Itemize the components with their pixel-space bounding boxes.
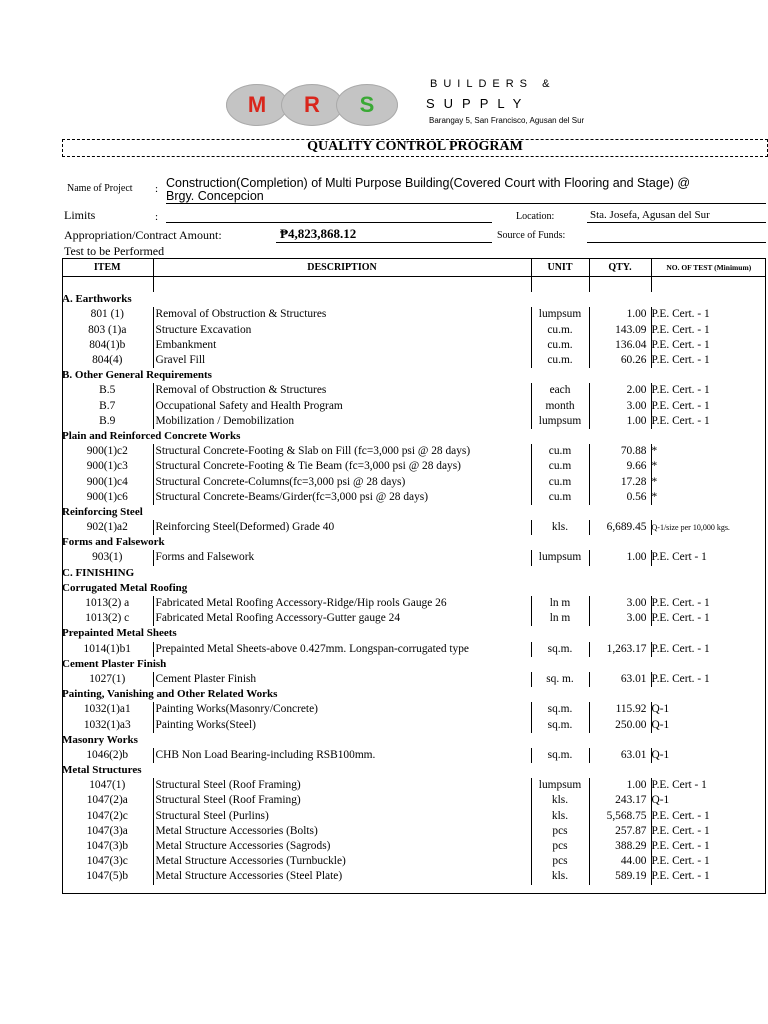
- item-code: 900(1)c6: [62, 490, 153, 505]
- project-name-label: Name of Project: [67, 183, 133, 194]
- brand-address: Barangay 5, San Francisco, Agusan del Sur: [429, 116, 585, 125]
- funds-label: Source of Funds:: [497, 230, 566, 241]
- item-test: P.E. Cert. - 1: [651, 308, 710, 321]
- project-name-value-2: Brgy. Concepcion: [166, 189, 264, 203]
- item-qty: 6,689.45: [589, 520, 651, 535]
- section-heading: Forms and Falsework: [62, 536, 165, 549]
- item-code: 1013(2) c: [62, 611, 153, 626]
- header-no-of-test: NO. OF TEST (Minimum): [651, 258, 766, 277]
- item-unit: lumpsum: [531, 550, 589, 565]
- item-test: P.E. Cert. - 1: [651, 672, 710, 685]
- item-unit: sq.m.: [531, 642, 589, 657]
- table-row: [62, 809, 766, 824]
- item-test: P.E. Cert. - 1: [651, 323, 710, 336]
- item-code: B.9: [62, 414, 153, 429]
- item-description: Structural Steel (Roof Framing): [153, 793, 531, 808]
- item-description: Structure Excavation: [153, 323, 531, 338]
- item-test: P.E. Cert. - 1: [651, 855, 710, 868]
- item-test: P.E. Cert. - 1: [651, 840, 710, 853]
- table-row: [62, 702, 766, 717]
- item-unit: ln m: [531, 596, 589, 611]
- item-qty: 1.00: [589, 550, 651, 565]
- item-qty: 17.28: [589, 474, 651, 489]
- quality-control-table: [62, 258, 766, 885]
- logo-letter-s: S: [336, 84, 398, 126]
- item-code: 1032(1)a3: [62, 717, 153, 732]
- item-unit: pcs: [531, 824, 589, 839]
- item-code: 1032(1)a1: [62, 702, 153, 717]
- table-section-row: [62, 763, 766, 778]
- item-qty: 1,263.17: [589, 642, 651, 657]
- item-description: Forms and Falsework: [153, 550, 531, 565]
- test-label: Test to be Performed: [64, 244, 165, 258]
- item-test: P.E. Cert. - 1: [651, 612, 710, 625]
- item-test: Q-1: [651, 748, 670, 761]
- table-section-row: [62, 657, 766, 672]
- item-description: Embankment: [153, 338, 531, 353]
- item-qty: 257.87: [589, 824, 651, 839]
- item-test: P.E. Cert. - 1: [651, 354, 710, 367]
- funds-field: [587, 242, 766, 243]
- item-qty: 2.00: [589, 383, 651, 398]
- item-code: 903(1): [62, 550, 153, 565]
- brand-line-2: SUPPLY: [426, 96, 531, 111]
- item-description: Structural Steel (Roof Framing): [153, 778, 531, 793]
- table-row: [62, 338, 766, 353]
- item-unit: each: [531, 383, 589, 398]
- location-label: Location:: [516, 211, 555, 222]
- item-unit: lumpsum: [531, 778, 589, 793]
- item-unit: kls.: [531, 520, 589, 535]
- item-description: Painting Works(Steel): [153, 717, 531, 732]
- table-row: [62, 854, 766, 869]
- logo-letter-r: R: [281, 84, 343, 126]
- item-code: 1047(3)a: [62, 824, 153, 839]
- item-unit: ln m: [531, 611, 589, 626]
- item-test: P.E. Cert. - 1: [651, 414, 710, 427]
- item-description: Prepainted Metal Sheets-above 0.427mm. Longspan-corrugated type: [153, 642, 531, 657]
- section-heading: Plain and Reinforced Concrete Works: [62, 429, 241, 442]
- table-row: [62, 520, 766, 535]
- amount-label: Appropriation/Contract Amount:: [64, 228, 222, 242]
- item-unit: cu.m: [531, 474, 589, 489]
- section-heading: Prepainted Metal Sheets: [62, 627, 177, 640]
- table-spacer-row: [62, 277, 766, 293]
- item-code: B.5: [62, 383, 153, 398]
- item-unit: sq.m.: [531, 717, 589, 732]
- table-row: [62, 383, 766, 398]
- item-unit: pcs: [531, 854, 589, 869]
- item-unit: lumpsum: [531, 414, 589, 429]
- logo-letter-m: M: [226, 84, 288, 126]
- item-qty: 3.00: [589, 611, 651, 626]
- item-unit: lumpsum: [531, 307, 589, 322]
- item-description: Structural Steel (Purlins): [153, 809, 531, 824]
- table-row: [62, 414, 766, 429]
- item-description: Gravel Fill: [153, 353, 531, 368]
- item-code: 902(1)a2: [62, 520, 153, 535]
- item-qty: 243.17: [589, 793, 651, 808]
- table-section-row: [62, 687, 766, 702]
- section-heading: Masonry Works: [62, 733, 138, 746]
- section-heading: Metal Structures: [62, 764, 142, 777]
- table-row: [62, 353, 766, 368]
- item-qty: 3.00: [589, 596, 651, 611]
- item-qty: 1.00: [589, 307, 651, 322]
- limits-field: [166, 222, 492, 223]
- item-code: 1046(2)b: [62, 748, 153, 763]
- item-unit: sq.m.: [531, 748, 589, 763]
- item-description: Metal Structure Accessories (Sagrods): [153, 839, 531, 854]
- item-code: 1013(2) a: [62, 596, 153, 611]
- item-qty: 115.92: [589, 702, 651, 717]
- item-description: Structural Concrete-Columns(fc=3,000 psi @ 28 days): [153, 474, 531, 489]
- item-unit: sq.m.: [531, 702, 589, 717]
- item-code: 900(1)c4: [62, 474, 153, 489]
- item-description: Removal of Obstruction & Structures: [153, 383, 531, 398]
- item-unit: cu.m: [531, 490, 589, 505]
- item-code: 1047(5)b: [62, 869, 153, 884]
- table-section-row: [62, 535, 766, 550]
- item-unit: cu.m.: [531, 338, 589, 353]
- amount-value: ₱4,823,868.12: [280, 226, 357, 241]
- item-code: 1047(2)c: [62, 809, 153, 824]
- item-description: Occupational Safety and Health Program: [153, 399, 531, 414]
- item-qty: 589.19: [589, 869, 651, 884]
- item-description: CHB Non Load Bearing-including RSB100mm.: [153, 748, 531, 763]
- item-description: Reinforcing Steel(Deformed) Grade 40: [153, 520, 531, 535]
- item-description: Mobilization / Demobilization: [153, 414, 531, 429]
- item-test: *: [651, 475, 658, 488]
- section-heading: B. Other General Requirements: [62, 369, 212, 382]
- table-row: [62, 490, 766, 505]
- item-test: P.E. Cert. - 1: [651, 870, 710, 883]
- header-qty: QTY.: [589, 258, 651, 277]
- table-row: [62, 611, 766, 626]
- item-test: P.E. Cert. - 1: [651, 384, 710, 397]
- project-name-value: Construction(Completion) of Multi Purpose Building(Covered Court with Flooring and Stage) @: [166, 176, 691, 190]
- item-test: P.E. Cert. - 1: [651, 597, 710, 610]
- item-unit: kls.: [531, 809, 589, 824]
- item-qty: 388.29: [589, 839, 651, 854]
- item-description: Fabricated Metal Roofing Accessory-Ridge/Hip rools Gauge 26: [153, 596, 531, 611]
- item-unit: cu.m.: [531, 353, 589, 368]
- table-section-row: [62, 292, 766, 307]
- table-row: [62, 869, 766, 884]
- section-heading: Cement Plaster Finish: [62, 657, 167, 670]
- item-unit: month: [531, 399, 589, 414]
- item-test: P.E. Cert - 1: [651, 779, 707, 792]
- item-code: 1027(1): [62, 672, 153, 687]
- item-test: Q-1: [651, 718, 670, 731]
- item-qty: 1.00: [589, 778, 651, 793]
- item-code: 801 (1): [62, 307, 153, 322]
- item-qty: 143.09: [589, 323, 651, 338]
- item-code: B.7: [62, 399, 153, 414]
- table-section-row: [62, 505, 766, 520]
- item-code: 1047(1): [62, 778, 153, 793]
- table-section-row: [62, 368, 766, 383]
- item-unit: cu.m.: [531, 323, 589, 338]
- table-row: [62, 307, 766, 322]
- page-title: QUALITY CONTROL PROGRAM: [307, 139, 523, 154]
- item-unit: sq. m.: [531, 672, 589, 687]
- item-description: Metal Structure Accessories (Bolts): [153, 824, 531, 839]
- limits-label: Limits: [64, 208, 96, 222]
- table-row: [62, 839, 766, 854]
- item-test: Q-1: [651, 794, 670, 807]
- item-code: 804(4): [62, 353, 153, 368]
- table-row: [62, 748, 766, 763]
- brand-line-1: BUILDERS &: [430, 78, 556, 90]
- table-row: [62, 717, 766, 732]
- table-section-row: [62, 626, 766, 641]
- table-section-row: [62, 581, 766, 596]
- item-qty: 9.66: [589, 459, 651, 474]
- item-test: *: [651, 445, 658, 458]
- item-code: 1047(2)a: [62, 793, 153, 808]
- header-item: ITEM: [62, 258, 153, 277]
- item-unit: kls.: [531, 869, 589, 884]
- location-value: Sta. Josefa, Agusan del Sur: [590, 209, 710, 221]
- item-description: Metal Structure Accessories (Steel Plate): [153, 869, 531, 884]
- item-unit: pcs: [531, 839, 589, 854]
- item-qty: 5,568.75: [589, 809, 651, 824]
- item-qty: 3.00: [589, 399, 651, 414]
- table-row: [62, 459, 766, 474]
- table-row: [62, 778, 766, 793]
- item-test: *: [651, 460, 658, 473]
- item-description: Fabricated Metal Roofing Accessory-Gutter gauge 24: [153, 611, 531, 626]
- item-test: Q-1/size per 10,000 kgs.: [651, 523, 730, 533]
- table-row: [62, 596, 766, 611]
- table-header-row: [62, 258, 766, 277]
- item-description: Cement Plaster Finish: [153, 672, 531, 687]
- section-heading: A. Earthworks: [62, 293, 132, 306]
- item-code: 804(1)b: [62, 338, 153, 353]
- item-description: Structural Concrete-Beams/Girder(fc=3,000 psi @ 28 days): [153, 490, 531, 505]
- item-qty: 1.00: [589, 414, 651, 429]
- table-row: [62, 642, 766, 657]
- item-code: 1047(3)b: [62, 839, 153, 854]
- item-code: 1014(1)b1: [62, 642, 153, 657]
- item-unit: cu.m: [531, 444, 589, 459]
- table-section-row: [62, 566, 766, 581]
- table-row: [62, 793, 766, 808]
- item-code: 1047(3)c: [62, 854, 153, 869]
- item-unit: cu.m: [531, 459, 589, 474]
- table-section-row: [62, 429, 766, 444]
- section-heading: Corrugated Metal Roofing: [62, 581, 188, 594]
- table-section-row: [62, 733, 766, 748]
- table-body: [62, 277, 766, 885]
- table-row: [62, 672, 766, 687]
- section-heading: Painting, Vanishing and Other Related Works: [62, 688, 278, 701]
- item-test: *: [651, 490, 658, 503]
- table-row: [62, 444, 766, 459]
- item-qty: 136.04: [589, 338, 651, 353]
- table-row: [62, 824, 766, 839]
- item-test: P.E. Cert - 1: [651, 551, 707, 564]
- item-code: 900(1)c2: [62, 444, 153, 459]
- section-heading: C. FINISHING: [62, 566, 135, 579]
- section-heading: Reinforcing Steel: [62, 505, 143, 518]
- table-row: [62, 474, 766, 489]
- item-description: Removal of Obstruction & Structures: [153, 307, 531, 322]
- item-test: P.E. Cert. - 1: [651, 824, 710, 837]
- header-unit: UNIT: [531, 258, 589, 277]
- item-qty: 0.56: [589, 490, 651, 505]
- title-bar: [62, 139, 768, 157]
- item-qty: 70.88: [589, 444, 651, 459]
- item-test: P.E. Cert. - 1: [651, 338, 710, 351]
- company-logo: [226, 78, 616, 132]
- item-qty: 250.00: [589, 717, 651, 732]
- table-row: [62, 550, 766, 565]
- item-unit: kls.: [531, 793, 589, 808]
- item-qty: 63.01: [589, 748, 651, 763]
- item-code: 803 (1)a: [62, 323, 153, 338]
- item-description: Painting Works(Masonry/Concrete): [153, 702, 531, 717]
- item-qty: 60.26: [589, 353, 651, 368]
- item-test: P.E. Cert. - 1: [651, 642, 710, 655]
- item-qty: 44.00: [589, 854, 651, 869]
- header-description: DESCRIPTION: [153, 258, 531, 277]
- item-test: P.E. Cert. - 1: [651, 809, 710, 822]
- item-code: 900(1)c3: [62, 459, 153, 474]
- item-description: Metal Structure Accessories (Turnbuckle): [153, 854, 531, 869]
- table-row: [62, 323, 766, 338]
- item-test: P.E. Cert. - 1: [651, 399, 710, 412]
- item-test: Q-1: [651, 703, 670, 716]
- item-qty: 63.01: [589, 672, 651, 687]
- item-description: Structural Concrete-Footing & Tie Beam (fc=3,000 psi @ 28 days): [153, 459, 531, 474]
- item-description: Structural Concrete-Footing & Slab on Fill (fc=3,000 psi @ 28 days): [153, 444, 531, 459]
- table-row: [62, 399, 766, 414]
